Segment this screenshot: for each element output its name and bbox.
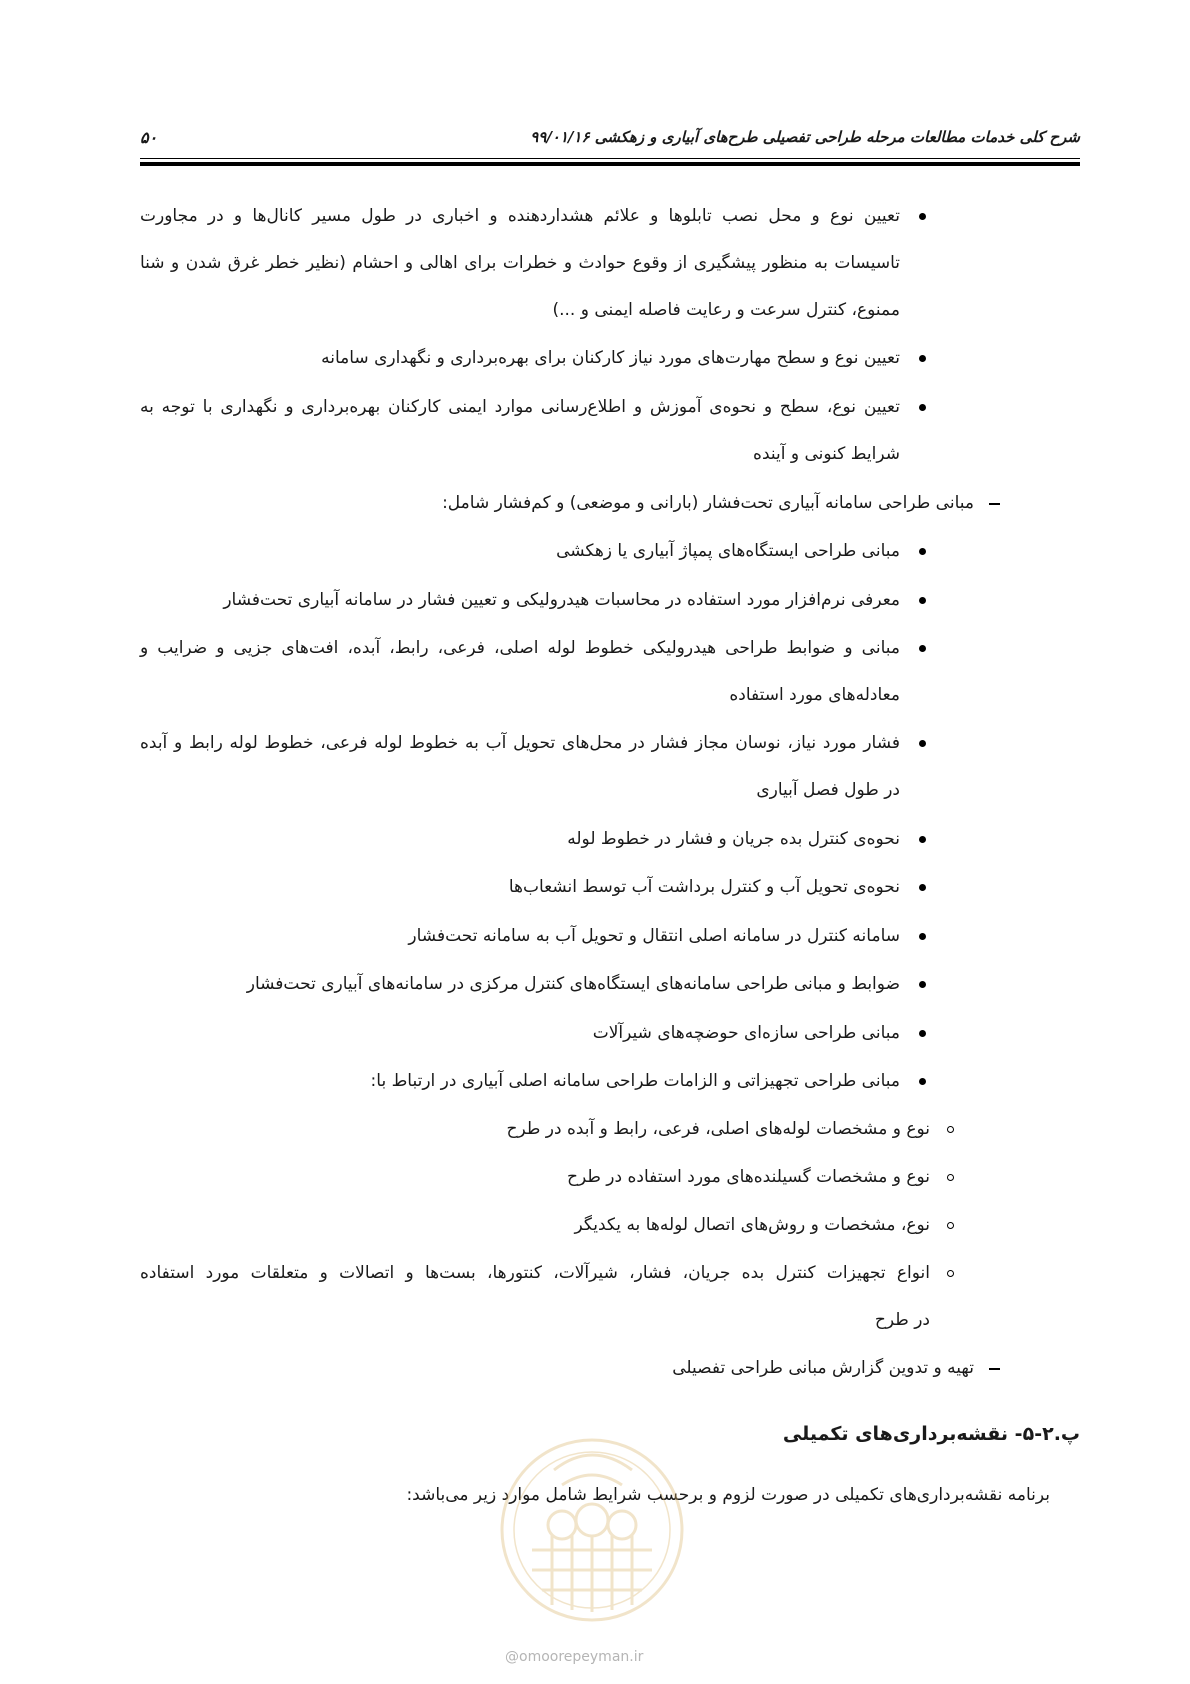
text-line: نحوه‌ی کنترل بده جریان و فشار در خطوط لوله (567, 829, 900, 849)
bullet-icon (919, 1030, 926, 1037)
circle-bullet-icon (947, 1174, 954, 1181)
text-line: معرفی نرم‌افزار مورد استفاده در محاسبات هیدرولیکی و تعیین فشار در سامانه آبیاری تحت‌فشار (223, 590, 900, 610)
text-line: تهیه و تدوین گزارش مبانی طراحی تفصیلی (672, 1358, 974, 1378)
bullet-icon (919, 645, 926, 652)
bullet-icon (919, 836, 926, 843)
bullet-icon (919, 404, 926, 411)
text-line: سامانه کنترل در سامانه اصلی انتقال و تحویل آب به سامانه تحت‌فشار (408, 926, 900, 946)
bullet-icon (919, 548, 926, 555)
text-line: نوع و مشخصات لوله‌های اصلی، فرعی، رابط و آبده در طرح (506, 1119, 930, 1139)
circle-bullet-icon (947, 1126, 954, 1133)
text-line: مبانی طراحی سامانه آبیاری تحت‌فشار (بارانی و موضعی) و کم‌فشار شامل: (442, 493, 974, 513)
text-line: مبانی طراحی ایستگاه‌های پمپاژ آبیاری یا زهکشی (556, 541, 900, 561)
bullet-icon (919, 1078, 926, 1085)
section-heading: پ.۲-۵- نقشه‌برداری‌های تکمیلی (782, 1423, 1080, 1445)
circle-bullet-icon (947, 1222, 954, 1229)
bullet-icon (919, 740, 926, 747)
bullet-icon (919, 213, 926, 220)
text-line: نحوه‌ی تحویل آب و کنترل برداشت آب توسط انشعاب‌ها (508, 877, 900, 897)
bullet-icon (919, 884, 926, 891)
text-line: در طرح (874, 1310, 930, 1330)
text-line: ممنوع، کنترل سرعت و رعایت فاصله ایمنی و ...) (552, 300, 900, 320)
text-line: در طول فصل آبیاری (756, 780, 900, 800)
text-line: تاسیسات به منظور پیشگیری از وقوع حوادث و خطرات برای اهالی و احشام (نظیر خطر غرق شدن و شنا (140, 253, 900, 273)
text-line: تعیین نوع، سطح و نحوه‌ی آموزش و اطلاع‌رسانی موارد ایمنی کارکنان بهره‌برداری و نگهداری با توجه به (140, 397, 900, 417)
section-intro: برنامه نقشه‌برداری‌های تکمیلی در صورت لزوم و برحسب شرایط شامل موارد زیر می‌باشد: (406, 1485, 1050, 1505)
text-line: مبانی و ضوابط طراحی هیدرولیکی خطوط لوله اصلی، فرعی، رابط، آبده، افت‌های جزیی و ضرایب و (140, 638, 900, 658)
header-rule-thick (140, 162, 1080, 166)
circle-bullet-icon (947, 1270, 954, 1277)
header-rule-thin (140, 158, 1080, 159)
text-line: نوع، مشخصات و روش‌های اتصال لوله‌ها به یکدیگر (574, 1215, 930, 1235)
bullet-icon (919, 355, 926, 362)
text-line: ضوابط و مبانی طراحی سامانه‌های ایستگاه‌های کنترل مرکزی در سامانه‌های آبیاری تحت‌فشار (246, 974, 900, 994)
page-header (140, 128, 1080, 158)
text-line: شرایط کنونی و آینده (753, 444, 900, 464)
text-line: تعیین نوع و سطح مهارت‌های مورد نیاز کارکنان برای بهره‌برداری و نگهداری سامانه (321, 348, 900, 368)
text-line: فشار مورد نیاز، نوسان مجاز فشار در محل‌های تحویل آب به خطوط لوله فرعی، خطوط لوله رابط و آبده (140, 733, 900, 753)
watermark-logo-icon (492, 1430, 692, 1630)
dash-icon (989, 503, 1000, 505)
watermark-url: @omoorepeyman.ir (505, 1649, 644, 1665)
text-line: تعیین نوع و محل نصب تابلوها و علائم هشداردهنده و اخباری در طول مسیر کانال‌ها و در مجاورت (140, 206, 900, 226)
bullet-icon (919, 597, 926, 604)
text-line: معادله‌های مورد استفاده (729, 685, 900, 705)
dash-icon (989, 1368, 1000, 1370)
page-number: ۵۰ (140, 128, 158, 147)
bullet-icon (919, 933, 926, 940)
text-line: نوع و مشخصات گسیلنده‌های مورد استفاده در طرح (567, 1167, 930, 1187)
text-line: مبانی طراحی سازه‌ای حوضچه‌های شیرآلات (592, 1023, 900, 1043)
header-title: شرح کلی خدمات مطالعات مرحله طراحی تفصیلی طرح‌های آبیاری و زهکشی ۹۹/۰۱/۱۶ (530, 128, 1080, 146)
bullet-icon (919, 981, 926, 988)
text-line: انواع تجهیزات کنترل بده جریان، فشار، شیرآلات، کنتورها، بست‌ها و اتصالات و متعلقات مورد استفاده (140, 1263, 930, 1283)
text-line: مبانی طراحی تجهیزاتی و الزامات طراحی سامانه اصلی آبیاری در ارتباط با: (370, 1071, 900, 1091)
